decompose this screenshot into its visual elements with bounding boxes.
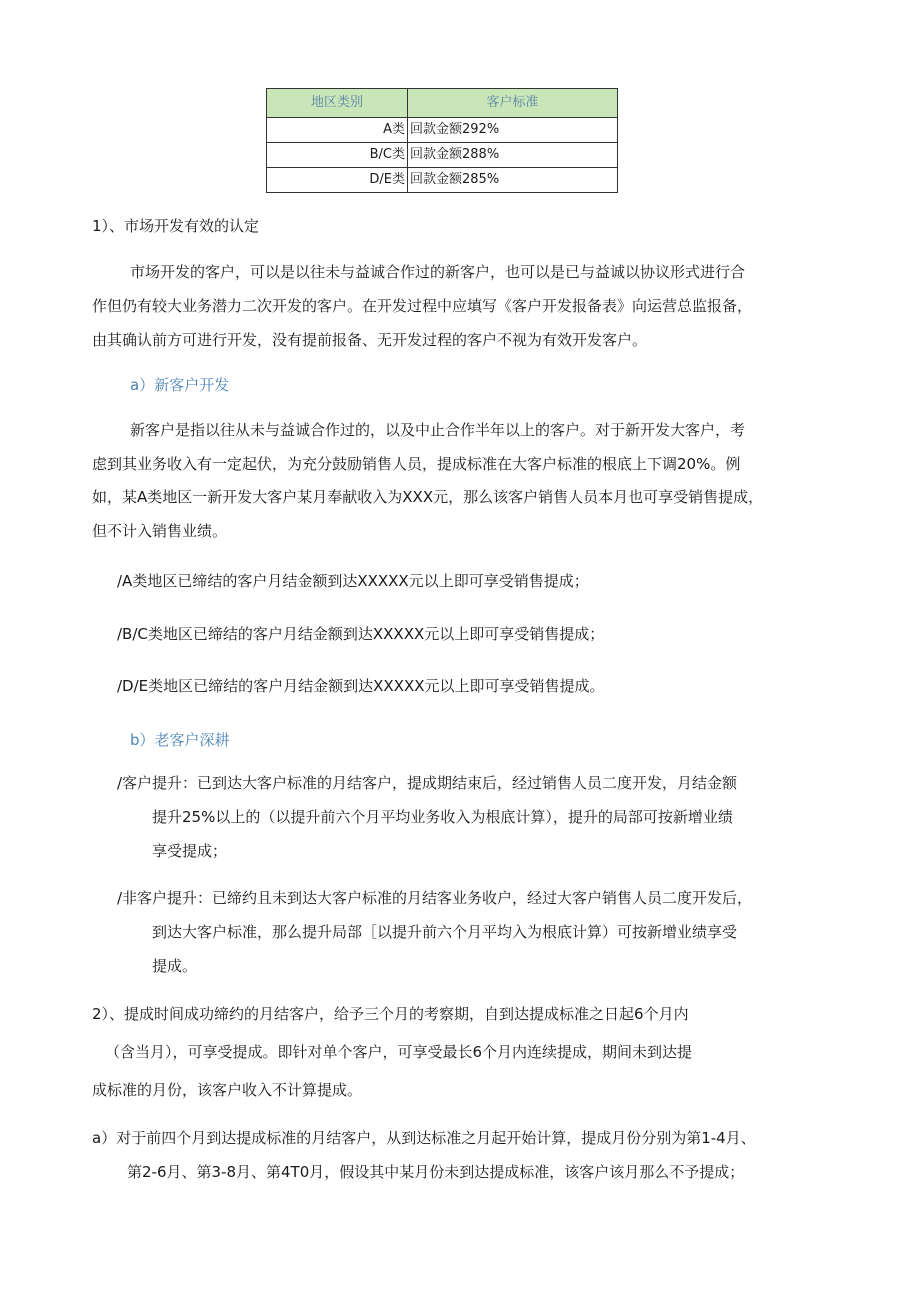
section1-para-line: 由其确认前方可进行开发，没有提前报备、无开发过程的客户不视为有效开发客户。 — [92, 331, 648, 349]
sub-b-item2-line: 提成。 — [152, 957, 198, 975]
section2-line: 成标准的月份，该客户收入不计算提成。 — [92, 1081, 363, 1099]
sub-b-item1-line: 提升25%以上的（以提升前六个月平均业务收入为根底计算），提升的局部可按新增业绩 — [152, 808, 733, 826]
sub-a-para-line: 如，某A类地区一新开发大客户某月奉献收入为XXX元，那么该客户销售人员本月也可享受销售提成， — [92, 488, 764, 506]
row-region: D/E类 — [267, 168, 408, 193]
row-region: B/C类 — [267, 143, 408, 168]
table-row — [267, 118, 618, 143]
section2-item-a-line: a）对于前四个月到达提成标准的月结客户，从到达标准之月起开始计算，提成月份分别为第1-4月、 — [92, 1129, 756, 1147]
row-standard: 回款金额292% — [408, 118, 618, 143]
header-standard: 客户标准 — [408, 89, 618, 118]
region-standard-table — [266, 88, 618, 193]
row-region: A类 — [267, 118, 408, 143]
section2-line: （含当月），可享受提成。即针对单个客户，可享受最长6个月内连续提成，期间未到达提 — [105, 1043, 693, 1061]
section2-line: 2）、提成时间成功缔约的月结客户，给予三个月的考察期，自到达提成标准之日起6个月内 — [92, 1005, 689, 1023]
header-region: 地区类别 — [267, 89, 408, 118]
sub-a-para-line: 但不计入销售业绩。 — [92, 522, 228, 540]
table-header-row — [267, 89, 618, 118]
table-row — [267, 168, 618, 193]
sub-b-heading: b）老客户深耕 — [130, 731, 230, 749]
sub-b-item2-line: /非客户提升：已缔约且未到达大客户标准的月结客业务收户，经过大客户销售人员二度开发后， — [117, 889, 753, 907]
sub-a-para-line: 虑到其业务收入有一定起伏，为充分鼓励销售人员，提成标准在大客户标准的根底上下调20%。例 — [92, 455, 741, 473]
sub-a-heading: a）新客户开发 — [130, 376, 230, 394]
sub-b-item2-line: 到达大客户标准，那么提升局部［以提升前六个月平均入为根底计算）可按新增业绩享受 — [152, 923, 738, 941]
sub-a-para-line: 新客户是指以往从未与益诚合作过的，以及中止合作半年以上的客户。对于新开发大客户，考 — [130, 421, 746, 439]
sub-a-item: /B/C类地区已缔结的客户月结金额到达XXXXX元以上即可享受销售提成； — [117, 625, 605, 643]
section1-heading: 1）、市场开发有效的认定 — [92, 217, 260, 235]
sub-a-item: /A类地区已缔结的客户月结金额到达XXXXX元以上即可享受销售提成； — [117, 572, 589, 590]
sub-a-item: /D/E类地区已缔结的客户月结金额到达XXXXX元以上即可享受销售提成。 — [117, 677, 605, 695]
sub-b-item1-line: /客户提升：已到达大客户标准的月结客户，提成期结束后，经过销售人员二度开发，月结金额 — [117, 774, 738, 792]
row-standard: 回款金额288% — [408, 143, 618, 168]
sub-b-item1-line: 享受提成； — [152, 842, 228, 860]
section2-item-a-line: 第2-6月、第3-8月、第4T0月，假设其中某月份未到达提成标准，该客户该月那么不予提成； — [127, 1163, 745, 1181]
section1-para-line: 市场开发的客户，可以是以往未与益诚合作过的新客户，也可以是已与益诚以协议形式进行合 — [130, 263, 746, 281]
table-row — [267, 143, 618, 168]
section1-para-line: 作但仍有较大业务潜力二次开发的客户。在开发过程中应填写《客户开发报备表》向运营总监报备， — [92, 297, 753, 315]
row-standard: 回款金额285% — [408, 168, 618, 193]
